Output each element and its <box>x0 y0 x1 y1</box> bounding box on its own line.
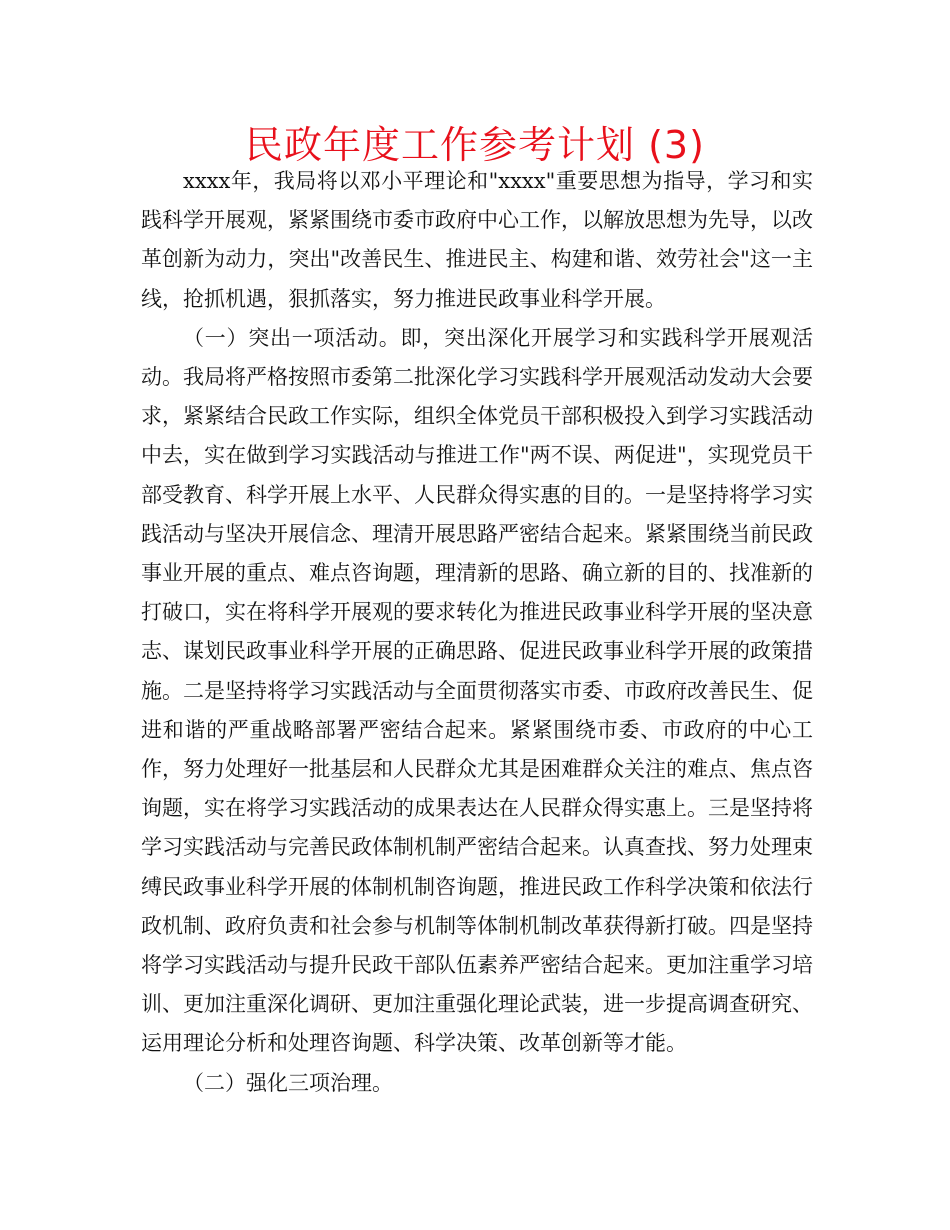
paragraph-section-one: （一）突出一项活动。即，突出深化开展学习和实践科学开展观活动。我局将严格按照市委第二批深化学习实践科学开展观活动发动大会要求，紧紧结合民政工作实际，组织全体党员干部积极投入到学习实践活动中去，实在做到学习实践活动与推进工作"两不误、两促进"，实现党员干部受教育、科学开展上水平、人民群众得实惠的目的。一是坚持将学习实践活动与坚决开展信念、理清开展思路严密结合起来。紧紧围绕当前民政事业开展的重点、难点咨询题，理清新的思路、确立新的目的、找准新的打破口，实在将科学开展观的要求转化为推进民政事业科学开展的坚决意志、谋划民政事业科学开展的正确思路、促进民政事业科学开展的政策措施。二是坚持将学习实践活动与全面贯彻落实市委、市政府改善民生、促进和谐的严重战略部署严密结合起来。紧紧围绕市委、市政府的中心工作，努力处理好一批基层和人民群众尤其是困难群众关注的难点、焦点咨询题，实在将学习实践活动的成果表达在人民群众得实惠上。三是坚持将学习实践活动与完善民政体制机制严密结合起来。认真查找、努力处理束缚民政事业科学开展的体制机制咨询题，推进民政工作科学决策和依法行政机制、政府负责和社会参与机制等体制机制改革获得新打破。四是坚持将学习实践活动与提升民政干部队伍素养严密结合起来。更加注重学习培训、更加注重深化调研、更加注重强化理论武装，进一步提高调查研究、运用理论分析和处理咨询题、科学决策、改革创新等才能。 <box>141 325 813 1056</box>
paragraph-intro: xxxx年，我局将以邓小平理论和"xxxx"重要思想为指导，学习和实践科学开展观，紧紧围绕市委市政府中心工作，以解放思想为先导，以改革创新为动力，突出"改善民生、推进民主、构建和谐、效劳社会"这一主线，抢抓机遇，狠抓落实，努力推进民政事业科学开展。 <box>141 169 813 311</box>
document-body <box>141 162 813 1103</box>
document-title: 民政年度工作参考计划 (3) <box>245 123 705 167</box>
paragraph-section-two-heading: （二）强化三项治理。 <box>183 1070 393 1095</box>
